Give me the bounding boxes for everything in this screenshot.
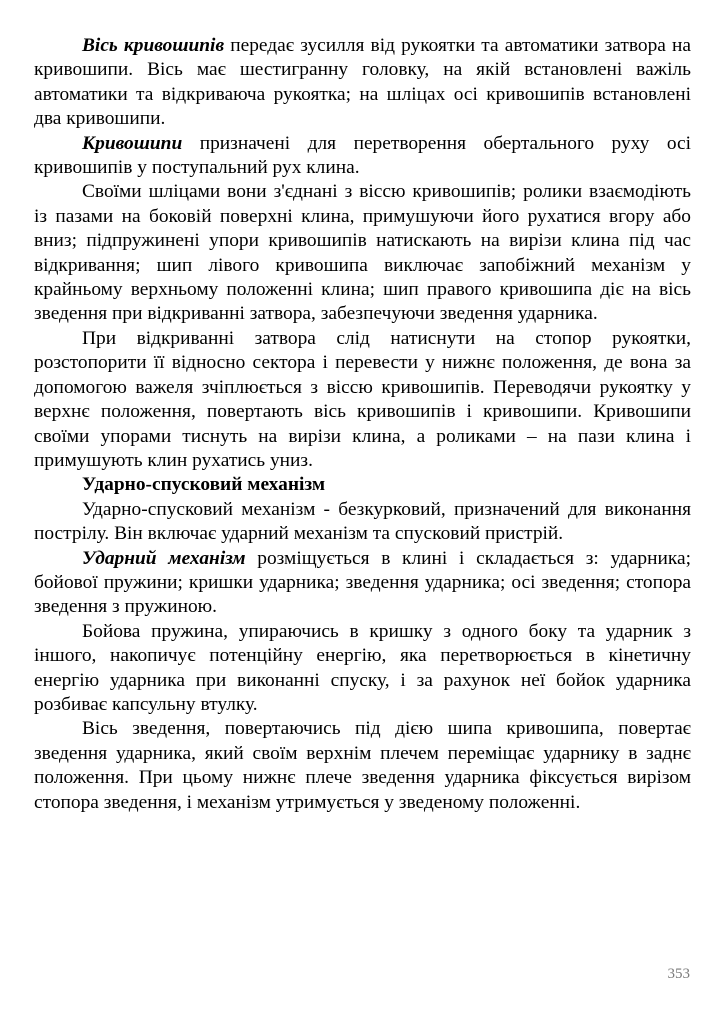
paragraph-cranks-connection: Своїми шліцами вони з'єднані з віссю кривошипів; ролики взаємодіють із пазами на боковій поверхні клина, примушуючи його рухатися вгору або вниз; підпружинені упори кривошипів натискають на вирізи клина під час відкривання; шип лівого кривошипа виключає запобіжний механізм у крайньому верхньому положенні клина; шип правого кривошипа діє на вісь зведення при відкриванні затвора, забезпечуючи зведення ударника. bbox=[34, 181, 691, 325]
paragraph-mainspring: Бойова пружина, упираючись в кришку з одного боку та ударник з іншого, накопичує потенційну енергію, яка перетворюється в кінетичну енергію ударника при виконанні спуску, і за рахунок неї бойок ударника розбиває капсульну втулку. bbox=[34, 620, 691, 715]
paragraph-crank-axle bbox=[34, 34, 691, 132]
page-text-block bbox=[34, 34, 691, 815]
term-striker-mechanism: Ударний механізм bbox=[82, 547, 246, 569]
paragraph-cranks-text: призначені для перетворення обертального руху осі кривошипів у поступальний рух клина. bbox=[34, 132, 691, 179]
paragraph-cocking-axle: Вісь зведення, повертаючись під дією шипа кривошипа, повертає зведення ударника, який своїм верхнім плечем переміщає ударнику в заднє положення. При цьому нижнє плече зведення ударника фіксується вирізом стопора зведення, і механізм утримується у зведеному положенні. bbox=[34, 718, 691, 813]
paragraph-striker-mechanism bbox=[34, 547, 691, 620]
paragraph-opening-breech: При відкриванні затвора слід натиснути на стопор рукоятки, розстопорити її відносно сектора і перевести у нижнє положення, де вона за допомогою важеля зчіплюється з віссю кривошипів. Переводячи рукоятку у верхнє положення, повертають вісь кривошипів і кривошипи. Кривошипи своїми упорами тиснуть на вирізи клина, а роликами – на пази клина і примушують клин рухатись униз. bbox=[34, 327, 691, 471]
page-number: 353 bbox=[667, 966, 690, 982]
section-heading-firing-mechanism: Ударно-спусковий механізм bbox=[82, 474, 326, 496]
paragraph-crank-axle-text: передає зусилля від рукоятки та автоматики затвора на кривошипи. Вісь має шестигранну головку, на якій встановлені важіль автоматики та відкриваюча рукоятка; на шліцах осі кривошипів встановлені два кривошипи. bbox=[34, 35, 691, 130]
paragraph-cranks bbox=[34, 132, 691, 181]
term-crank-axle: Вісь кривошипів bbox=[82, 35, 225, 56]
paragraph-firing-mechanism-intro: Ударно-спусковий механізм - безкурковий, призначений для виконання пострілу. Він включає ударний механізм та спусковий пристрій. bbox=[34, 498, 691, 545]
term-cranks: Кривошипи bbox=[82, 132, 183, 154]
paragraph-striker-mechanism-text: розміщується в клині і складається з: ударника; бойової пружини; кришки ударника; зведення ударника; осі зведення; стопора зведення з пружиною. bbox=[34, 547, 692, 618]
